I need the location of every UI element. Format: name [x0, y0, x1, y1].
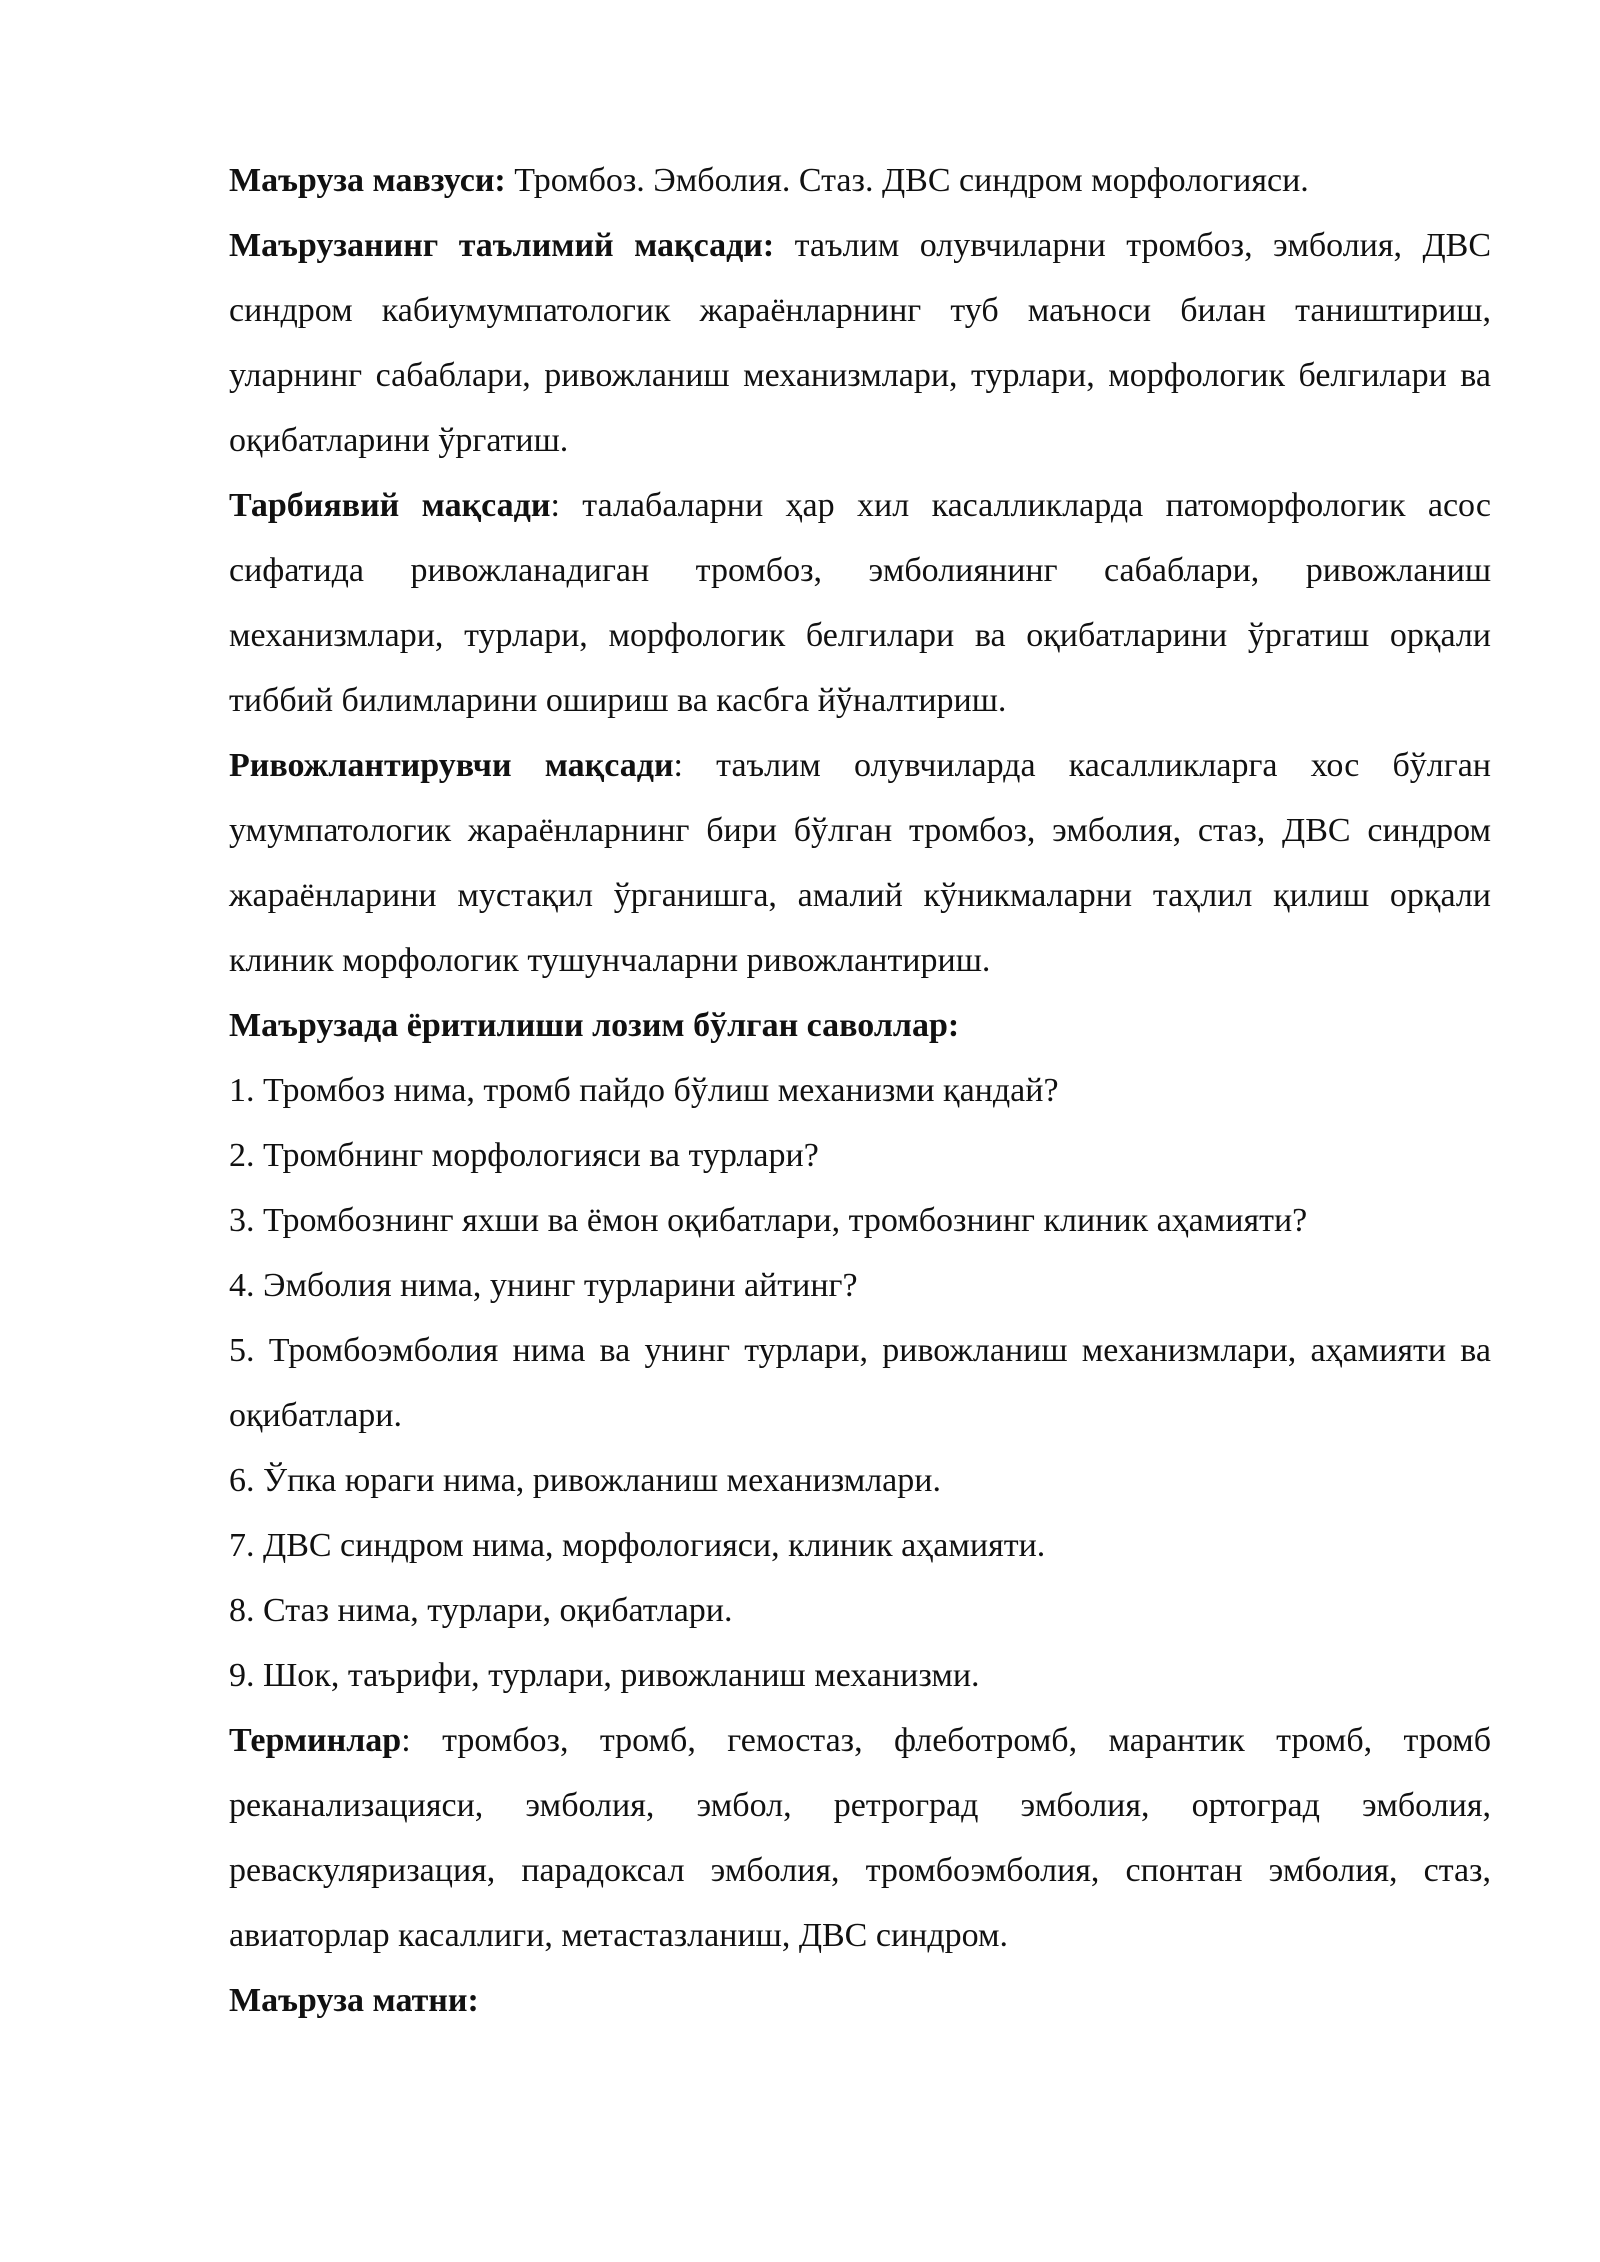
upbringing-goal-label: Тарбиявий мақсади [229, 487, 551, 524]
terms-text: : тромбоз, тромб, гемостаз, флеботромб, марантик тромб, тромб реканализацияси, эмболия, эмбол, ретроград эмболия, ортоград эмболия, реваскуляризация, парадоксал эмболия, тромбоэмболия, спонтан эмболия, стаз, авиаторлар касаллиги, метастазланиш, ДВС синдром. [229, 1722, 1491, 1954]
developing-goal-text: : таълим олувчиларда касалликларга хос бўлган умумпатологик жараёнларнинг бири бўлган тромбоз, эмболия, стаз, ДВС синдром жараёнларини мустақил ўрганишга, амалий кўникмаларни таҳлил қилиш орқали клиник морфологик тушунчаларни ривожлантириш. [229, 747, 1491, 979]
questions-heading: Маърузада ёритилиши лозим бўлган саволлар: [229, 1007, 960, 1044]
lecture-topic-label: Маъруза мавзуси: [229, 162, 506, 199]
question-item: 2. Тромбнинг морфологияси ва турлари? [229, 1137, 819, 1174]
question-item: 4. Эмболия нима, унинг турларини айтинг? [229, 1267, 858, 1304]
upbringing-goal [229, 473, 1491, 733]
question-item: 5. Тромбоэмболия нима ва унинг турлари, ривожланиш механизмлари, аҳамияти ва оқибатлари. [229, 1332, 1491, 1434]
lecture-text-heading: Маъруза матни: [229, 1982, 479, 2019]
developing-goal-label: Ривожлантирувчи мақсади [229, 747, 674, 784]
upbringing-goal-text: : талабаларни ҳар хил касалликларда патоморфологик асос сифатида ривожланадиган тромбоз, эмболиянинг сабаблари, ривожланиш механизмлари, турлари, морфологик белгилари ва оқибатларини ўргатиш орқали тиббий билимларини ошириш ва касбга йўналтириш. [229, 487, 1491, 719]
developing-goal [229, 733, 1491, 993]
question-item: 9. Шок, таърифи, турлари, ривожланиш механизми. [229, 1657, 980, 1694]
document-page [229, 148, 1491, 2033]
question-item: 3. Тромбознинг яхши ва ёмон оқибатлари, тромбознинг клиник аҳамияти? [229, 1202, 1308, 1239]
lecture-topic [229, 148, 1491, 213]
terms-label: Терминлар [229, 1722, 402, 1759]
question-item: 7. ДВС синдром нима, морфологияси, клиник аҳамияти. [229, 1527, 1046, 1564]
question-item: 6. Ўпка юраги нима, ривожланиш механизмлари. [229, 1462, 941, 1499]
question-item: 1. Тромбоз нима, тромб пайдо бўлиш механизми қандай? [229, 1072, 1059, 1109]
educational-goal-text: таълим олувчиларни тромбоз, эмболия, ДВС синдром кабиумумпатологик жараёнларнинг туб маъноси билан таништириш, уларнинг сабаблари, ривожланиш механизмлари, турлари, морфологик белгилари ва оқибатларини ўргатиш. [229, 227, 1492, 459]
educational-goal-label: Маърузанинг таълимий мақсади: [229, 227, 775, 264]
lecture-topic-text: Тромбоз. Эмболия. Стаз. ДВС синдром морфологияси. [505, 162, 1309, 199]
question-item: 8. Стаз нима, турлари, оқибатлари. [229, 1592, 733, 1629]
educational-goal [229, 213, 1491, 473]
terms [229, 1708, 1491, 1968]
